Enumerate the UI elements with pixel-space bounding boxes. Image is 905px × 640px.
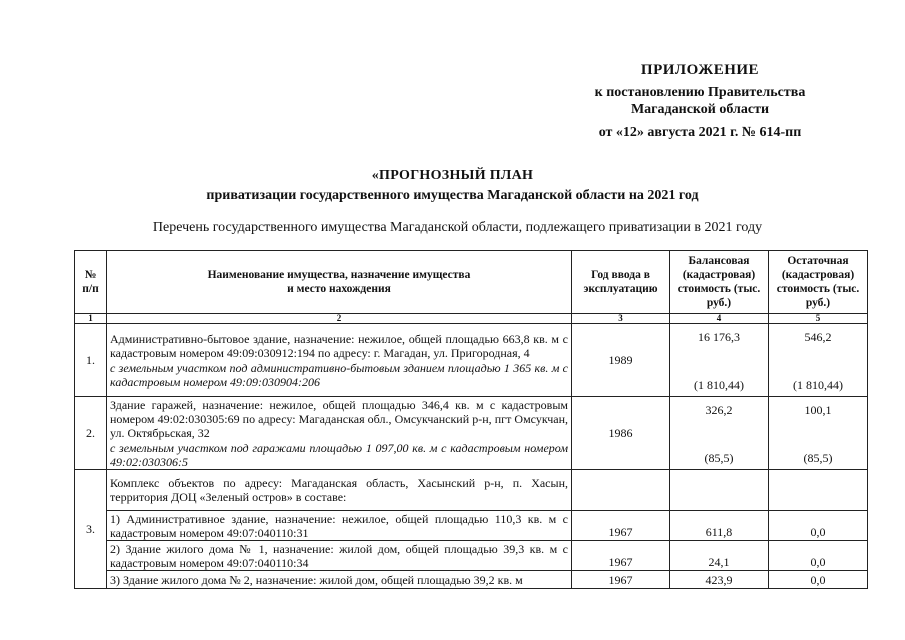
header-num	[75, 251, 107, 314]
row-number: 2.	[75, 397, 107, 470]
row-description-text: Административно-бытовое здание, назначение: нежилое, общей площадью 663,8 кв. м с кадастровым номером 49:09:030912:194 по адресу: г. Магадан, ул. Пригородная, 4	[110, 331, 568, 360]
header-balance: Балансовая (кадастровая) стоимость (тыс. руб.)	[670, 251, 769, 314]
row-residual-land: (85,5)	[803, 451, 833, 465]
row-description	[107, 397, 572, 470]
header-num-line-1: №	[84, 269, 97, 281]
complex-item-year: 1967	[572, 541, 670, 571]
table-header-row	[75, 251, 868, 314]
row-number: 3.	[75, 470, 107, 589]
complex-item-balance: 423,9	[670, 571, 769, 589]
complex-description: Комплекс объектов по адресу: Магаданская область, Хасынский р-н, п. Хасын, территория ДОЦ «Зеленый остров» в составе:	[107, 470, 572, 511]
column-number-row	[75, 314, 868, 324]
row-balance-land: (1 810,44)	[694, 378, 744, 392]
complex-item-balance: 24,1	[670, 541, 769, 571]
column-number: 1	[75, 314, 107, 324]
document-title: «ПРОГНОЗНЫЙ ПЛАН	[371, 168, 534, 183]
empty-cell	[572, 470, 670, 511]
table-row	[75, 541, 868, 571]
row-residual	[769, 397, 868, 470]
appendix-line-2: Магаданской области	[630, 102, 770, 117]
row-balance-value: 326,2	[705, 403, 733, 417]
appendix-line-1: к постановлению Правительства	[594, 85, 806, 100]
header-name	[107, 251, 572, 314]
table-row	[75, 397, 868, 470]
row-description-text: Здание гаражей, назначение: нежилое, общей площадью 346,4 кв. м с кадастровым номером 49:02:030305:69 по адресу: Магаданская обл., Омсукчанский р-н, пгт Омсукчан, ул. Октябрьская, 32	[110, 397, 568, 440]
complex-item: 2) Здание жилого дома № 1, назначение: жилой дом, общей площадью 39,3 кв. м с кадастровым номером 49:07:040110:34	[107, 541, 572, 571]
row-residual-value: 100,1	[804, 403, 832, 417]
empty-cell	[769, 470, 868, 511]
column-number: 3	[572, 314, 670, 324]
table-row	[75, 511, 868, 541]
header-name-line-2: и место нахождения	[287, 283, 391, 295]
row-balance-value: 16 176,3	[698, 330, 740, 344]
row-residual	[769, 324, 868, 397]
column-number: 4	[670, 314, 769, 324]
table-row	[75, 324, 868, 397]
document-title-line-2: приватизации государственного имущества Магаданской области на 2021 год	[206, 188, 699, 203]
row-balance-land: (85,5)	[704, 451, 734, 465]
row-year: 1989	[572, 324, 670, 397]
appendix-block	[560, 62, 840, 141]
table-row	[75, 571, 868, 589]
header-residual: Остаточная (кадастровая) стоимость (тыс. руб.)	[769, 251, 868, 314]
row-balance	[670, 324, 769, 397]
complex-item: 3) Здание жилого дома № 2, назначение: жилой дом, общей площадью 39,2 кв. м	[107, 571, 572, 589]
row-residual-value: 546,2	[804, 330, 832, 344]
row-residual-land: (1 810,44)	[793, 378, 843, 392]
row-land-text: с земельным участком под административно-бытовым зданием площадью 1 365 кв. м с кадастровым номером 49:09:030904:206	[110, 360, 568, 389]
column-number: 2	[107, 314, 572, 324]
column-number: 5	[769, 314, 868, 324]
complex-item-residual: 0,0	[769, 511, 868, 541]
empty-cell	[670, 470, 769, 511]
header-num-line-2: п/п	[82, 283, 99, 295]
appendix-date: от «12» августа 2021 г. № 614-пп	[598, 125, 802, 140]
complex-item-year: 1967	[572, 571, 670, 589]
header-year: Год ввода в эксплуатацию	[572, 251, 670, 314]
complex-item-balance: 611,8	[670, 511, 769, 541]
table-row	[75, 470, 868, 511]
row-number: 1.	[75, 324, 107, 397]
complex-item-year: 1967	[572, 511, 670, 541]
row-year: 1986	[572, 397, 670, 470]
document-subtitle: Перечень государственного имущества Магаданской области, подлежащего приватизации в 2021 году	[152, 220, 763, 235]
header-name-line-1: Наименование имущества, назначение имущества	[207, 269, 471, 281]
property-table	[74, 250, 868, 589]
complex-item-residual: 0,0	[769, 571, 868, 589]
complex-item-residual: 0,0	[769, 541, 868, 571]
appendix-heading: ПРИЛОЖЕНИЕ	[640, 62, 760, 78]
row-land-text: с земельным участком под гаражами площадью 1 097,00 кв. м с кадастровым номером 49:02:030306:5	[110, 440, 568, 469]
complex-item: 1) Административное здание, назначение: нежилое, общей площадью 110,3 кв. м с кадастровым номером 49:07:040110:31	[107, 511, 572, 541]
row-balance	[670, 397, 769, 470]
row-description	[107, 324, 572, 397]
